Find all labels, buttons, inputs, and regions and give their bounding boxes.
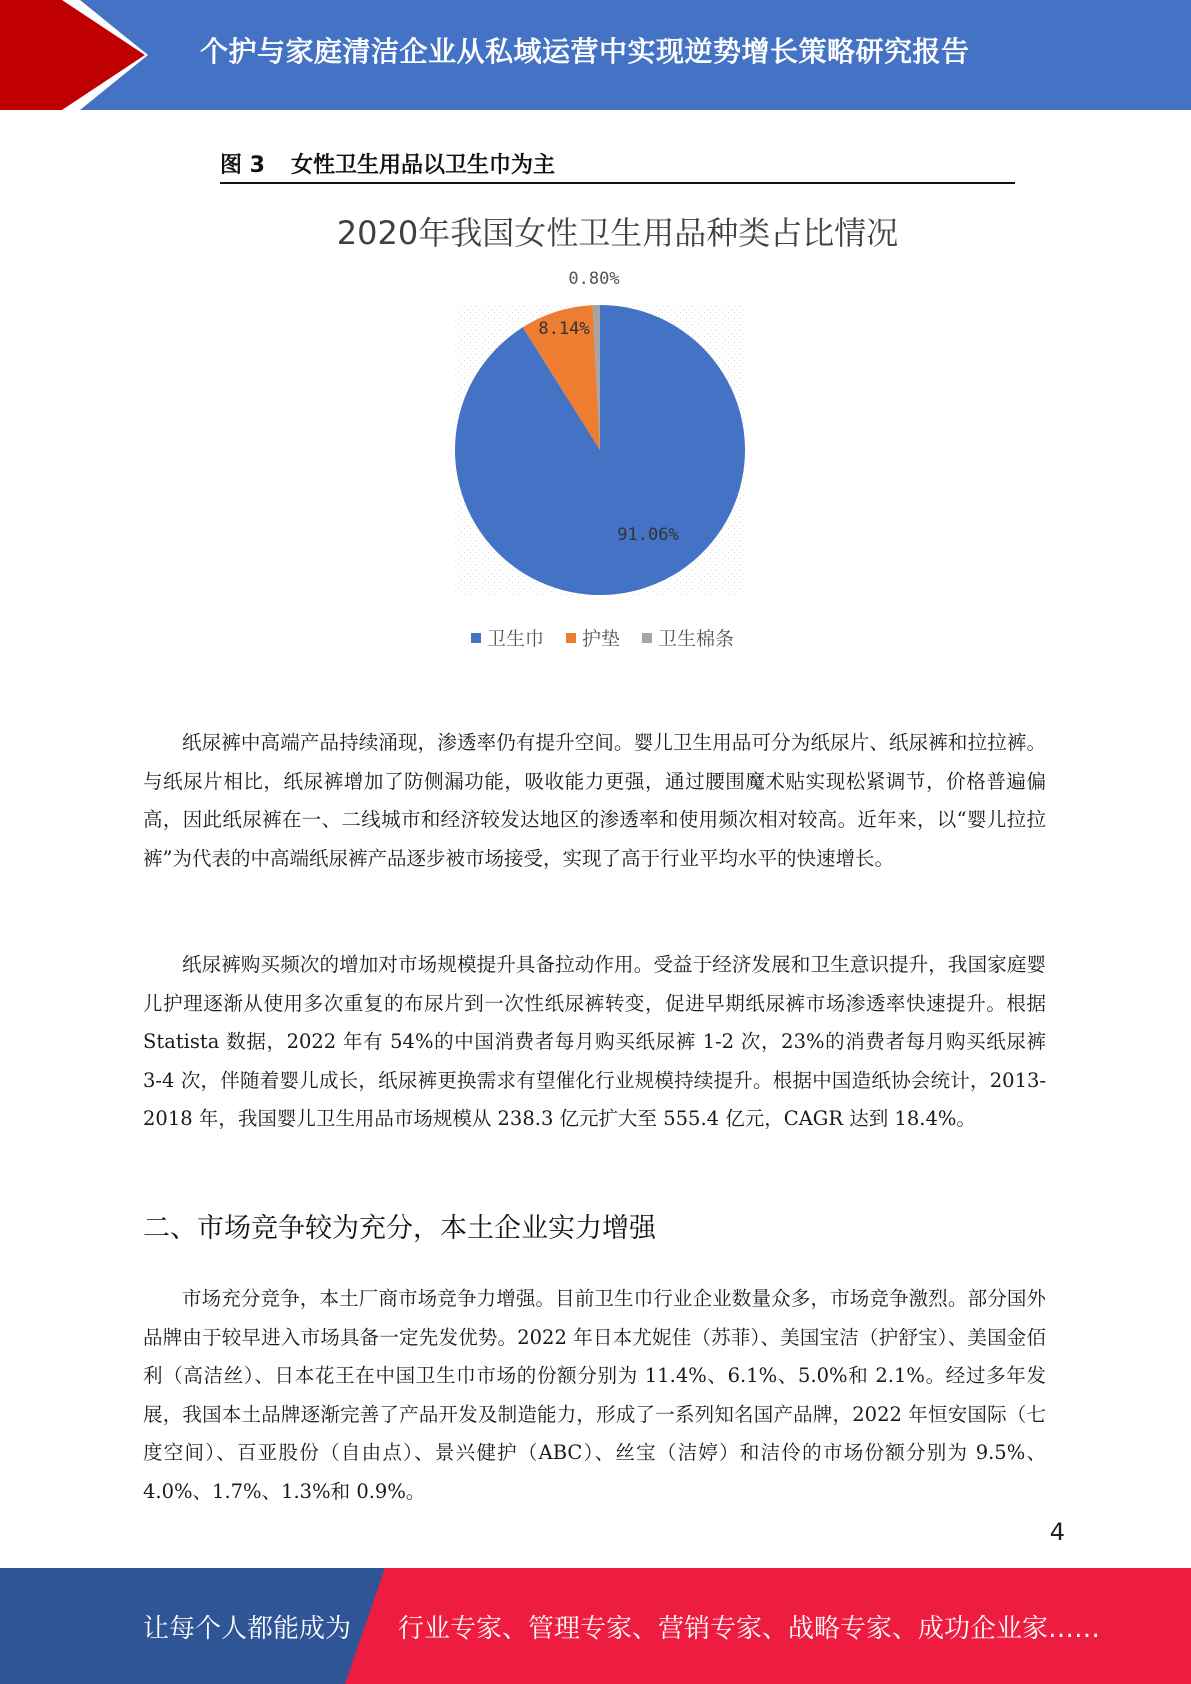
footer-slogan-left: 让每个人都能成为 [143,1613,352,1644]
pie-chart [440,270,760,610]
legend-item-2 [566,624,620,651]
figure-caption-rule [220,182,1015,184]
legend-label-1: 卫生巾 [486,628,544,650]
legend-swatch-2 [566,633,576,643]
page-header [0,0,1191,110]
page-number: 4 [1049,1518,1065,1546]
slice-data-label-1: 91.06% [617,525,679,545]
paragraph-1: 纸尿裤中高端产品持续涌现，渗透率仍有提升空间。婴儿卫生用品可分为纸尿片、纸尿裤和拉拉裤。与纸尿片相比，纸尿裤增加了防侧漏功能，吸收能力更强，通过腰围魔术贴实现松紧调节，价格普遍偏高，因此纸尿裤在一、二线城市和经济较发达地区的渗透率和使用频次相对较高。近年来，以“婴儿拉拉裤”为代表的中高端纸尿裤产品逐步被市场接受，实现了高于行业平均水平的快速增长。 [143,731,1046,870]
legend-item-1 [471,624,544,651]
section-heading: 二、市场竞争较为充分，本土企业实力增强 [143,1213,656,1244]
legend-swatch-3 [642,633,652,643]
page-footer [0,1568,1191,1684]
paragraph-2: 纸尿裤购买频次的增加对市场规模提升具备拉动作用。受益于经济发展和卫生意识提升，我国家庭婴儿护理逐渐从使用多次重复的布尿片到一次性纸尿裤转变，促进早期纸尿裤市场渗透率快速提升。根据 Statista 数据，2022 年有 54%的中国消费者每月购买纸尿裤 1-2 次，23%的消费者每月购买纸尿裤 3-4 次，伴随着婴儿成长，纸尿裤更换需求有望催化行业规模持续提升。根据中国造纸协会统计，2013-2018 年，我国婴儿卫生用品市场规模从 238.3 亿元扩大至 555.4 亿元，CAGR 达到 18.4%。 [143,953,1046,1130]
legend-label-3: 卫生棉条 [658,628,735,650]
slice-data-label-3: 0.80% [568,270,620,289]
figure-caption-text: 女性卫生用品以卫生巾为主 [290,153,555,178]
header-chevron-decoration [0,0,220,110]
legend-label-2: 护垫 [581,628,620,650]
chart-legend [220,624,985,651]
footer-slogan-right: 行业专家、管理专家、营销专家、战略专家、成功企业家…… [398,1613,1101,1644]
figure-caption [220,148,1015,179]
figure-number: 图 3 [220,153,265,178]
chart-title: 2020年我国女性卫生用品种类占比情况 [336,214,899,252]
header-title: 个护与家庭清洁企业从私域运营中实现逆势增长策略研究报告 [200,35,970,68]
slice-data-label-2: 8.14% [538,319,590,339]
paragraph-3: 市场充分竞争，本土厂商市场竞争力增强。目前卫生巾行业企业数量众多，市场竞争激烈。部分国外品牌由于较早进入市场具备一定先发优势。2022 年日本尤妮佳（苏菲）、美国宝洁（护舒宝）、美国金佰利（高洁丝）、日本花王在中国卫生巾市场的份额分别为 11.4%、6.1%、5.0%和 2.1%。经过多年发展，我国本土品牌逐渐完善了产品开发及制造能力，形成了一系列知名国产品牌，2022 年恒安国际（七度空间）、百亚股份（自由点）、景兴健护（ABC）、丝宝（洁婷）和洁伶的市场份额分别为 9.5%、4.0%、1.7%、1.3%和 0.9%。 [143,1287,1046,1503]
legend-swatch-1 [471,633,481,643]
legend-item-3 [642,624,734,651]
